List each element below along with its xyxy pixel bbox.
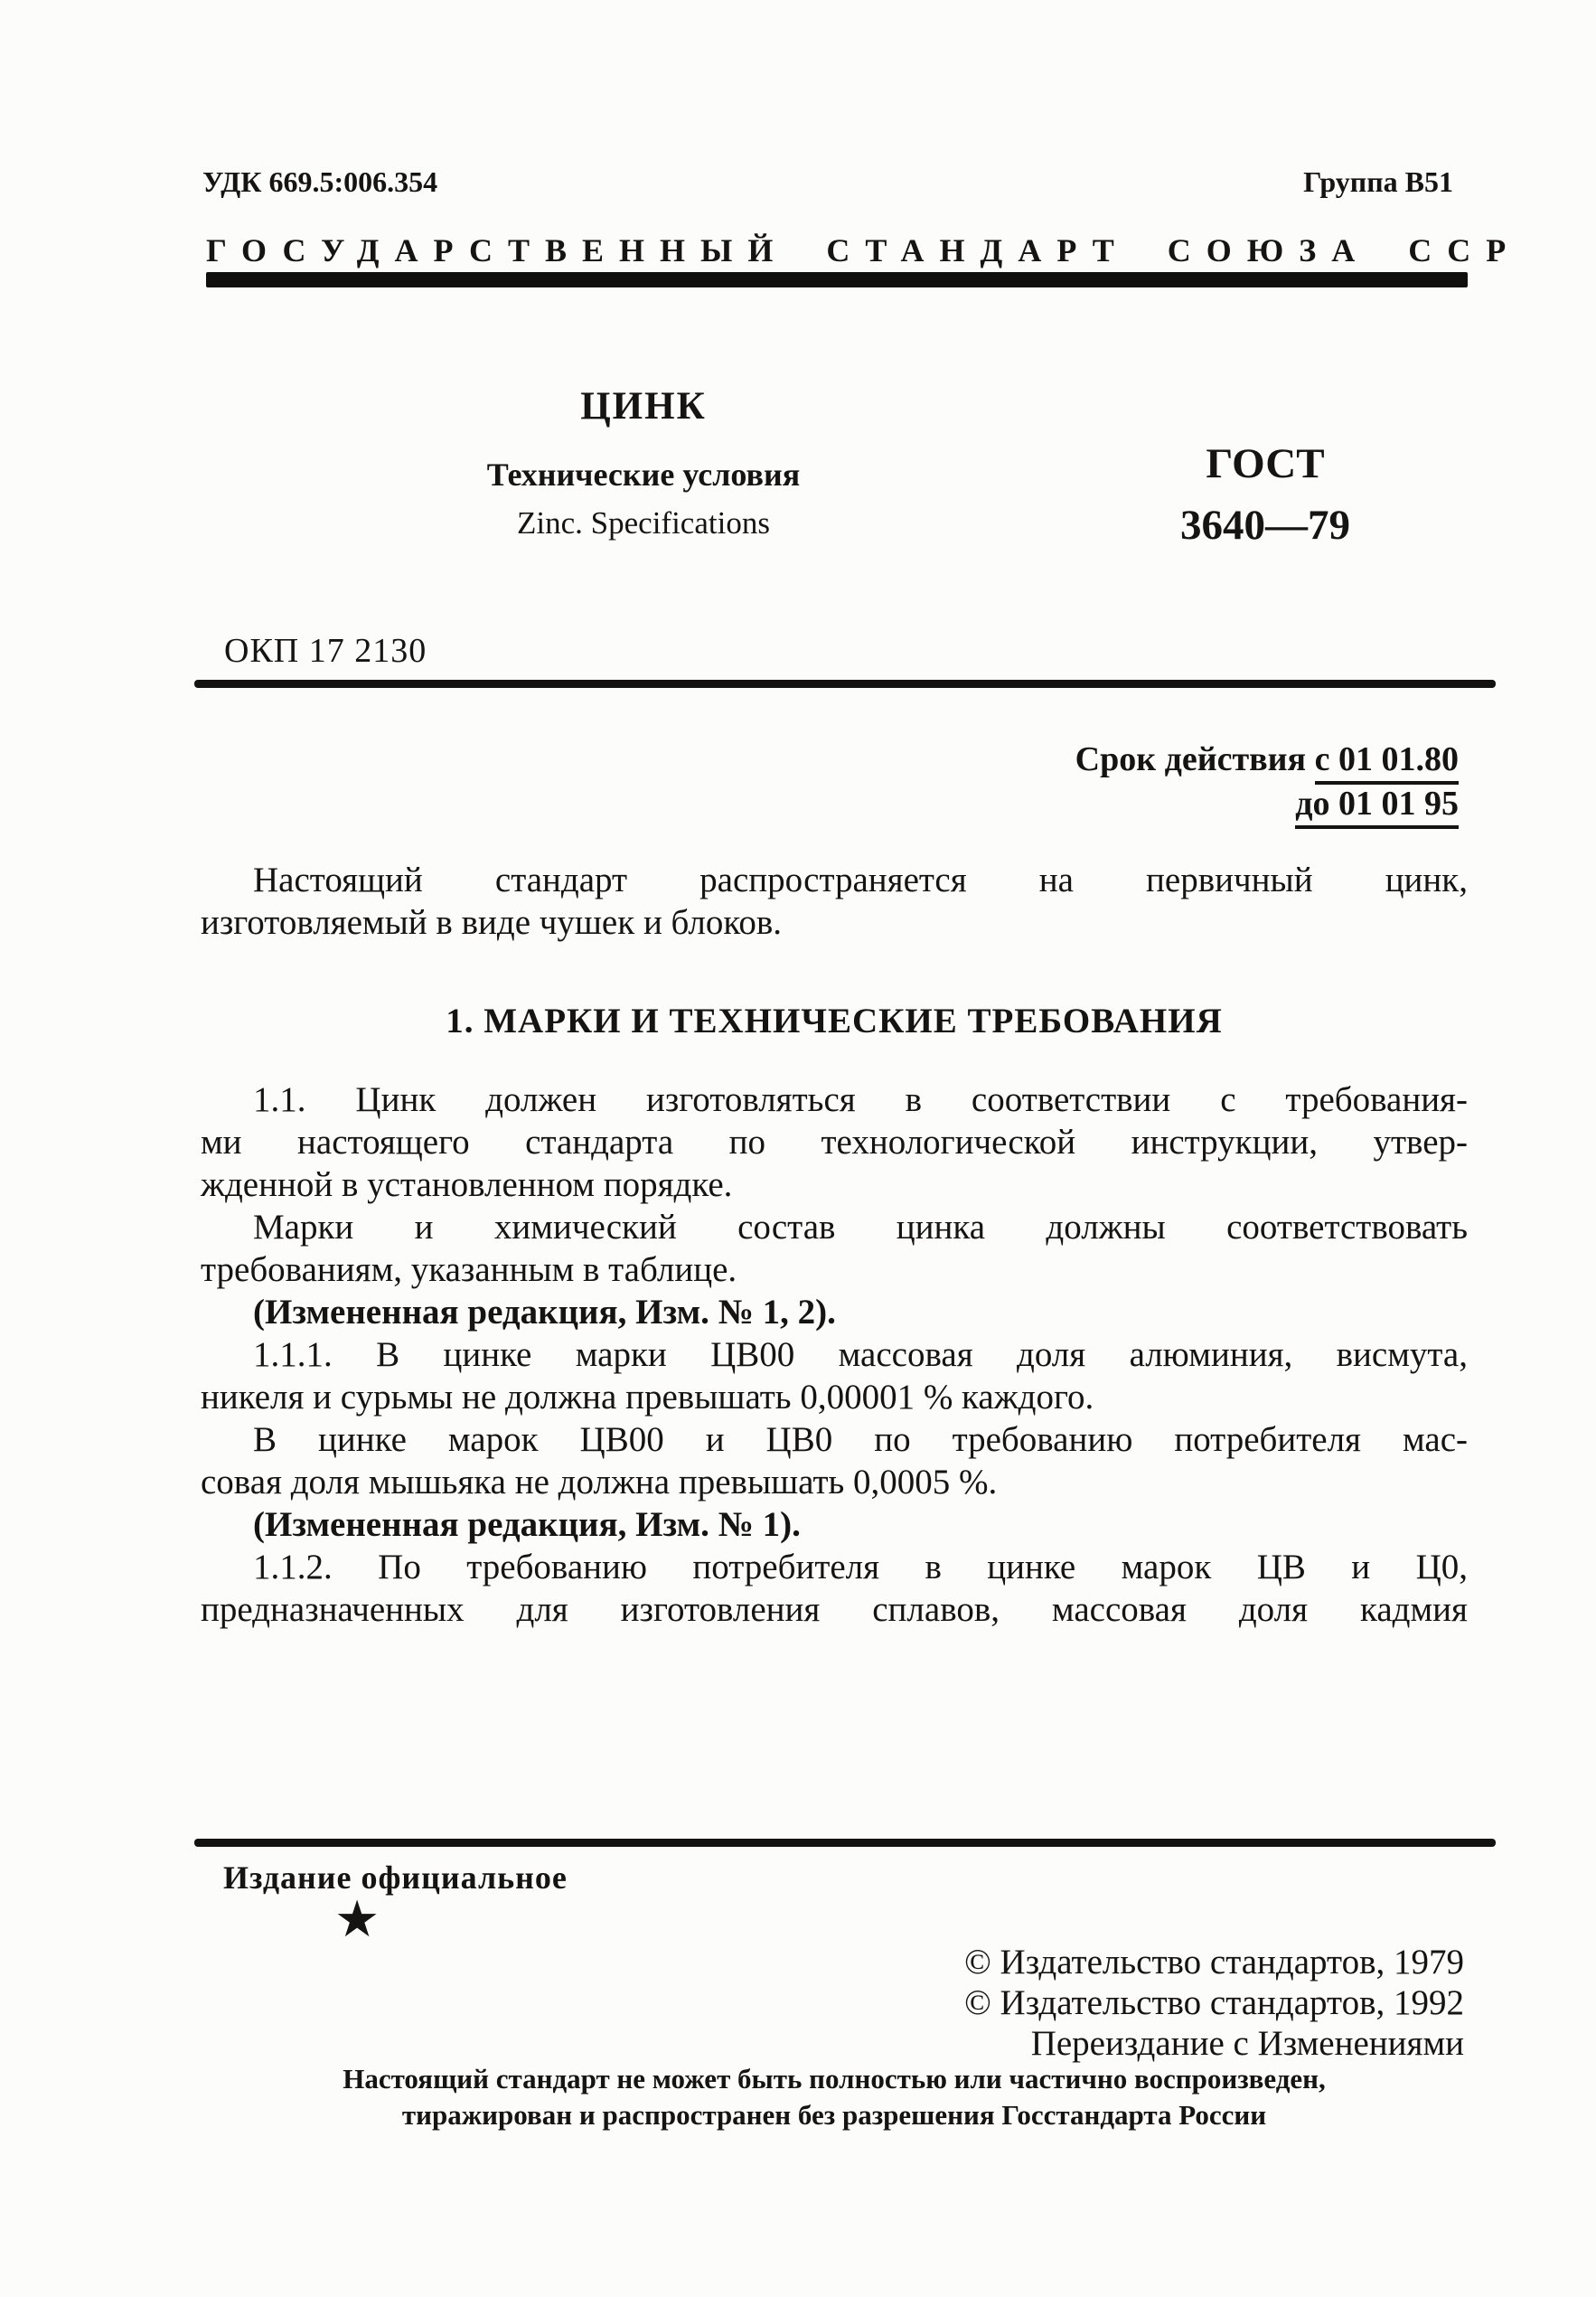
gost-designation [1166, 439, 1365, 550]
text-line: 1.1.2. По требованию потребителя в цинке марок ЦВ и Ц0, [253, 1548, 1468, 1586]
validity-label: Срок действия [1075, 740, 1307, 778]
text-line: 1.1.1. В цинке марки ЦВ00 массовая доля алюминия, висмута, [253, 1335, 1468, 1374]
validity-block [1075, 738, 1459, 826]
text-line: изготовляемый в виде чушек и блоков. [201, 903, 783, 942]
paragraph-1-1-1 [201, 1333, 1468, 1418]
paragraph-1-1 [201, 1078, 1468, 1206]
text-line: жденной в установленном порядке. [201, 1165, 733, 1204]
state-standard-banner: ГОСУДАРСТВЕННЫЙ СТАНДАРТ СОЮЗА ССР [206, 232, 1522, 268]
text-line: (Измененная редакция, Изм. № 1, 2). [253, 1293, 836, 1332]
okp-code: ОКП 17 2130 [224, 632, 427, 670]
copyright-line-1979 [964, 1942, 1464, 1982]
validity-from-line [1075, 738, 1459, 782]
section-heading: 1. МАРКИ И ТЕХНИЧЕСКИЕ ТРЕБОВАНИЯ [446, 1002, 1223, 1040]
gost-label: ГОСТ [1206, 440, 1325, 487]
copyright-block [964, 1942, 1464, 2064]
paragraph-1-1-2 [201, 1546, 1468, 1631]
copyright-icon: © [964, 1983, 991, 2022]
text-line: совая доля мышьяка не должна превышать 0,0005 %. [201, 1463, 998, 1502]
text-line: требованиям, указанным в таблице. [201, 1250, 737, 1289]
reproduction-notice [201, 2061, 1468, 2133]
banner-bar [206, 272, 1468, 287]
divider-rule [194, 680, 1496, 688]
subtitle-ru: Технические условия [486, 457, 801, 493]
paragraph-marki [201, 1206, 1468, 1291]
copyright-icon: © [964, 1943, 991, 1982]
document-body [201, 859, 1468, 1631]
notice-line-2: тиражирован и распространен без разрешения Госстандарта России [401, 2099, 1267, 2131]
gost-number: 3640—79 [1180, 502, 1350, 549]
header-row [202, 165, 1453, 199]
text-line: ми настоящего стандарта по технологической инструкции, утвер- [201, 1123, 1468, 1162]
validity-to-date: до 01 01 95 [1295, 785, 1459, 829]
paragraph-cv00 [201, 1418, 1468, 1503]
footer-rule [194, 1839, 1496, 1847]
text-line: Настоящий стандарт распространяется на первичный цинк, [253, 861, 1468, 899]
text-line: В цинке марок ЦВ00 и ЦВ0 по требованию потребителя мас- [253, 1420, 1468, 1459]
paragraph-intro [201, 859, 1468, 944]
publisher-1992: Издательство стандартов, 1992 [990, 1983, 1464, 2022]
star-icon: ★ [334, 1892, 380, 1948]
validity-to-line [1075, 782, 1459, 826]
notice-line-1: Настоящий стандарт не может быть полностью или частично воспроизведен, [343, 2063, 1326, 2095]
edition-label: Издание официальное [223, 1859, 568, 1896]
text-line: (Измененная редакция, Изм. № 1). [253, 1505, 801, 1544]
validity-from-date: с 01 01.80 [1315, 740, 1459, 785]
publisher-1979: Издательство стандартов, 1979 [990, 1943, 1464, 1982]
text-line: 1.1. Цинк должен изготовляться в соответствии с требования- [253, 1080, 1468, 1119]
text-line: Марки и химический состав цинка должны соответствовать [253, 1208, 1468, 1247]
doc-title: ЦИНК [580, 385, 707, 428]
amendment-note-2 [201, 1503, 1468, 1546]
text-line: никеля и сурьмы не должна превышать 0,00001 % каждого. [201, 1378, 1094, 1417]
text-line: предназначенных для изготовления сплавов, массовая доля кадмия [201, 1590, 1468, 1629]
copyright-line-1992 [964, 1982, 1464, 2023]
udk-label: УДК 669.5:006.354 [202, 165, 438, 198]
group-label: Группа В51 [1303, 165, 1453, 198]
reissue-note: Переиздание с Изменениями [1030, 2024, 1464, 2063]
subtitle-en: Zinc. Specifications [517, 505, 770, 541]
amendment-note-1 [201, 1291, 1468, 1333]
title-block [201, 384, 1086, 541]
